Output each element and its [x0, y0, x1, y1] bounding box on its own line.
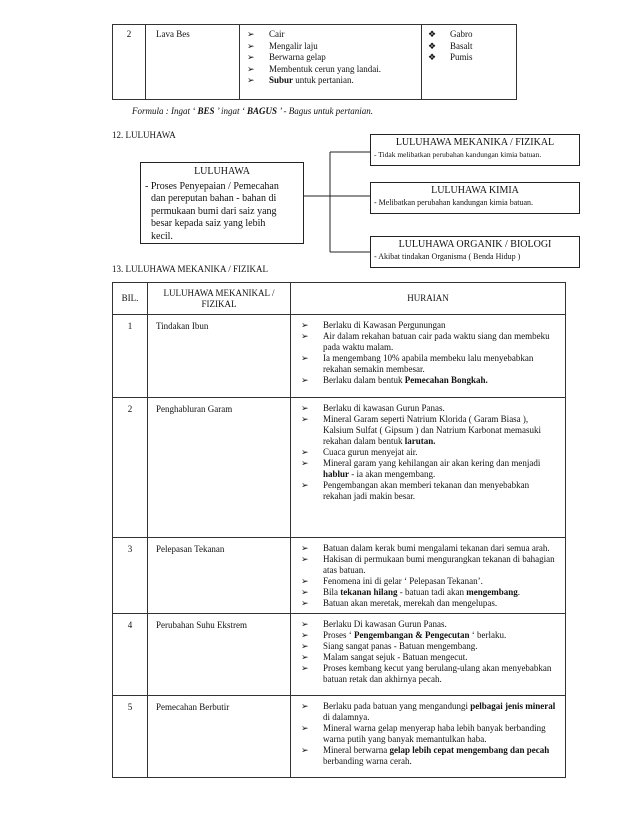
arrow-bullet-icon: ➢	[247, 75, 255, 85]
bullet-item	[301, 458, 559, 480]
item-text: Malam sangat sejuk - Batuan mengecut.	[323, 652, 468, 662]
arrow-bullet-icon: ➢	[301, 320, 309, 330]
branch-title: LULUHAWA MEKANIKA / FIZIKAL	[395, 137, 555, 148]
table-row	[113, 614, 566, 696]
item-text: Cuaca gurun menyejat air.	[323, 447, 418, 457]
arrow-bullet-icon: ➢	[247, 40, 255, 51]
bullet-item	[247, 29, 417, 41]
weathering-type: Pelepasan Tekanan	[148, 538, 291, 614]
bullet-item	[301, 320, 559, 331]
branch-desc: - Akibat tindakan Organisma ( Benda Hidup )	[374, 252, 521, 261]
arrow-bullet-icon: ➢	[301, 403, 309, 413]
item-text: .	[517, 587, 521, 597]
row-number: 2	[113, 25, 146, 100]
bullet-item	[301, 663, 559, 685]
bold-text: tekanan hilang	[340, 587, 398, 597]
description	[291, 315, 566, 398]
item-text: Mineral garam yang kehilangan air akan kering dan menjadi	[323, 458, 541, 468]
description	[291, 538, 566, 614]
bold-text: Subur	[269, 75, 294, 85]
arrow-bullet-icon: ➢	[301, 458, 309, 468]
row-number: 5	[113, 696, 148, 778]
item-text: Air dalam rekahan batuan cair pada waktu siang dan membeku pada waktu malam.	[323, 331, 550, 352]
arrow-bullet-icon: ➢	[301, 723, 309, 733]
bullet-item	[301, 619, 559, 630]
row-number: 1	[113, 315, 148, 398]
weathering-type: Penghabluran Garam	[148, 398, 291, 538]
item-text: - batuan tadi akan	[397, 587, 467, 597]
bullet-item	[247, 75, 417, 87]
bullet-item	[301, 745, 559, 767]
bullet-item	[301, 576, 559, 587]
arrow-bullet-icon: ➢	[301, 619, 309, 629]
table-row	[113, 696, 566, 778]
arrow-bullet-icon: ➢	[247, 29, 255, 39]
row-number: 2	[113, 398, 148, 538]
item-text: Batuan akan meretak, merekah dan mengelupas.	[323, 598, 498, 608]
arrow-bullet-icon: ➢	[301, 745, 309, 755]
arrow-bullet-icon: ➢	[301, 375, 309, 385]
bold-text: gelap lebih cepat mengembang dan pecah	[389, 745, 550, 755]
table-row	[113, 25, 517, 100]
arrow-bullet-icon: ➢	[301, 652, 309, 662]
col-desc: HURAIAN	[291, 283, 566, 315]
lava-table	[112, 24, 517, 100]
branch-organik	[370, 236, 580, 268]
table-row	[113, 315, 566, 398]
row-number: 4	[113, 614, 148, 696]
description-list	[301, 701, 559, 767]
luluhawa-definition	[145, 181, 299, 244]
item-text: Mineral berwarna	[323, 745, 390, 755]
bullet-item	[301, 353, 559, 375]
definition-line: kecil.	[151, 230, 173, 242]
item-text: Berwarna gelap	[269, 52, 326, 62]
bullet-item	[247, 64, 417, 76]
bullet-item	[301, 447, 559, 458]
bullet-item	[301, 403, 559, 414]
branch-desc: - Melibatkan perubahan kandungan kimia batuan.	[374, 198, 534, 207]
col-type: LULUHAWA MEKANIKAL / FIZIKAL	[148, 283, 291, 315]
item-text: Proses kembang kecut yang berulang-ulang akan menyebabkan batuan retak dan akhirnya pecah.	[323, 663, 552, 684]
diamond-bullet-icon: ❖	[428, 52, 437, 62]
arrow-bullet-icon: ➢	[301, 543, 309, 553]
description-list	[301, 543, 559, 609]
arrow-bullet-icon: ➢	[301, 331, 309, 341]
bullet-item	[301, 375, 559, 386]
arrow-bullet-icon: ➢	[301, 663, 309, 673]
bullet-item	[301, 701, 559, 723]
item-text: Berlaku dalam bentuk	[323, 375, 405, 385]
bold-text: hablur	[323, 469, 350, 479]
item-text: Berlaku di kawasan Gurun Panas.	[323, 403, 445, 413]
item-text: Fenomena ini di gelar ‘ Pelepasan Tekanan’.	[323, 576, 483, 586]
arrow-bullet-icon: ➢	[301, 480, 309, 490]
item-text: Mineral warna gelap menyerap haba lebih banyak berbanding warna putih yang banyak memantulkan haba.	[323, 723, 546, 744]
description-list	[301, 320, 559, 386]
branch-title: LULUHAWA KIMIA	[431, 185, 519, 196]
definition-line: dan pereputan bahan - bahan di	[151, 193, 277, 204]
luluhawa-main-title: LULUHAWA	[194, 166, 250, 177]
branch-title: LULUHAWA ORGANIK / BIOLOGI	[398, 239, 552, 250]
weathering-type: Pemecahan Berbutir	[148, 696, 291, 778]
bullet-item	[301, 652, 559, 663]
arrow-bullet-icon: ➢	[301, 447, 309, 457]
weathering-type: Perubahan Suhu Ekstrem	[148, 614, 291, 696]
branch-mekanika	[370, 134, 580, 166]
traits-list	[247, 29, 417, 87]
bullet-item	[301, 480, 559, 502]
item-text: Berlaku pada batuan yang mengandungi	[323, 701, 471, 711]
item-text: Pengembangan akan memberi tekanan dan menyebabkan rekahan jadi makin besar.	[323, 480, 530, 501]
item-text: Berlaku di Kawasan Pergunungan	[323, 320, 446, 330]
section-12-heading: 12. LULUHAWA	[112, 130, 176, 140]
bullet-item	[428, 29, 512, 41]
arrow-bullet-icon: ➢	[301, 576, 309, 586]
item-text: di dalamnya.	[323, 712, 370, 722]
arrow-bullet-icon: ➢	[301, 598, 309, 608]
bullet-item	[428, 52, 512, 64]
item-text: Proses ‘	[323, 630, 354, 640]
lava-traits	[240, 25, 422, 100]
description-list	[301, 403, 559, 502]
item-text: Batuan dalam kerak bumi mengalami tekanan dari semua arah.	[323, 543, 550, 553]
branch-desc: - Tidak melibatkan perubahan kandungan kimia batuan.	[374, 150, 542, 159]
arrow-bullet-icon: ➢	[301, 630, 309, 640]
arrow-bullet-icon: ➢	[301, 641, 309, 651]
table-header-row	[113, 283, 566, 315]
diamond-bullet-icon: ❖	[428, 29, 437, 39]
item-text: Membentuk cerun yang landai.	[269, 63, 381, 74]
item-text: Mengalir laju	[269, 40, 318, 51]
lava-examples	[422, 25, 517, 100]
bullet-item	[301, 630, 559, 641]
formula-line: Formula : Ingat ‘ BES ’ ingat ‘ BAGUS ’ - Bagus untuk pertanian.	[132, 106, 374, 116]
item-text: Gabro	[450, 29, 473, 39]
branch-kimia	[370, 182, 580, 214]
item-text: Mineral Garam seperti Natrium Klorida ( Garam Biasa ), Kalsium Sulfat ( Gipsum ) dan Natrium Karbonat memasuki rekahan dalam bentuk	[323, 414, 541, 446]
item-text: untuk pertanian.	[293, 75, 354, 85]
description	[291, 696, 566, 778]
definition-line: permukaan bumi dari saiz yang	[151, 205, 277, 217]
item-text: Pumis	[450, 52, 473, 62]
mekanika-table	[112, 282, 566, 778]
diamond-bullet-icon: ❖	[428, 40, 437, 51]
weathering-type: Tindakan Ibun	[148, 315, 291, 398]
arrow-bullet-icon: ➢	[301, 701, 309, 711]
bullet-item	[301, 414, 559, 447]
lava-name: Lava Bes	[146, 25, 240, 100]
item-text: Ia mengembang 10% apabila membeku lalu menyebabkan rekahan semakin membesar.	[323, 353, 534, 374]
col-bil: BIL.	[113, 283, 148, 315]
description	[291, 614, 566, 696]
arrow-bullet-icon: ➢	[247, 52, 255, 62]
bold-text: Pemecahan Bongkah.	[404, 375, 488, 385]
bold-text: Pengembangan & Pengecutan	[354, 630, 470, 640]
bullet-item	[301, 641, 559, 652]
item-text: ‘ berlaku.	[469, 630, 507, 640]
description	[291, 398, 566, 538]
item-text: Berlaku Di kawasan Gurun Panas.	[323, 619, 447, 629]
definition-line: - Proses Penyepaian / Pemecahan	[145, 180, 279, 192]
bullet-item	[301, 723, 559, 745]
description-list	[301, 619, 559, 685]
arrow-bullet-icon: ➢	[301, 353, 309, 363]
bullet-item	[301, 331, 559, 353]
bullet-item	[301, 554, 559, 576]
row-number: 3	[113, 538, 148, 614]
bold-text: pelbagai jenis mineral	[470, 701, 556, 711]
table-row	[113, 538, 566, 614]
bold-text: larutan.	[404, 436, 436, 446]
examples-list	[428, 29, 512, 64]
bullet-item	[301, 598, 559, 609]
item-text: Hakisan di permukaan bumi mengurangkan tekanan di bahagian atas batuan.	[323, 554, 555, 575]
section-13-heading: 13. LULUHAWA MEKANIKA / FIZIKAL	[112, 264, 269, 274]
item-text: Basalt	[450, 40, 473, 51]
bullet-item	[247, 52, 417, 64]
item-text: Bila	[323, 587, 341, 597]
bullet-item	[301, 587, 559, 598]
table-row	[113, 398, 566, 538]
definition-line: besar kepada saiz yang lebih	[151, 218, 266, 229]
luluhawa-main-box	[140, 162, 304, 244]
arrow-bullet-icon: ➢	[301, 554, 309, 564]
item-text: - ia akan mengembang.	[349, 469, 436, 479]
bullet-item	[247, 41, 417, 53]
item-text: Cair	[269, 29, 285, 39]
arrow-bullet-icon: ➢	[301, 587, 309, 597]
arrow-bullet-icon: ➢	[247, 63, 255, 74]
bold-text: mengembang	[466, 587, 518, 597]
item-text: Siang sangat panas - Batuan mengembang.	[323, 641, 478, 651]
item-text: berbanding warna cerah.	[323, 756, 412, 766]
arrow-bullet-icon: ➢	[301, 414, 309, 424]
bullet-item	[301, 543, 559, 554]
bullet-item	[428, 41, 512, 53]
